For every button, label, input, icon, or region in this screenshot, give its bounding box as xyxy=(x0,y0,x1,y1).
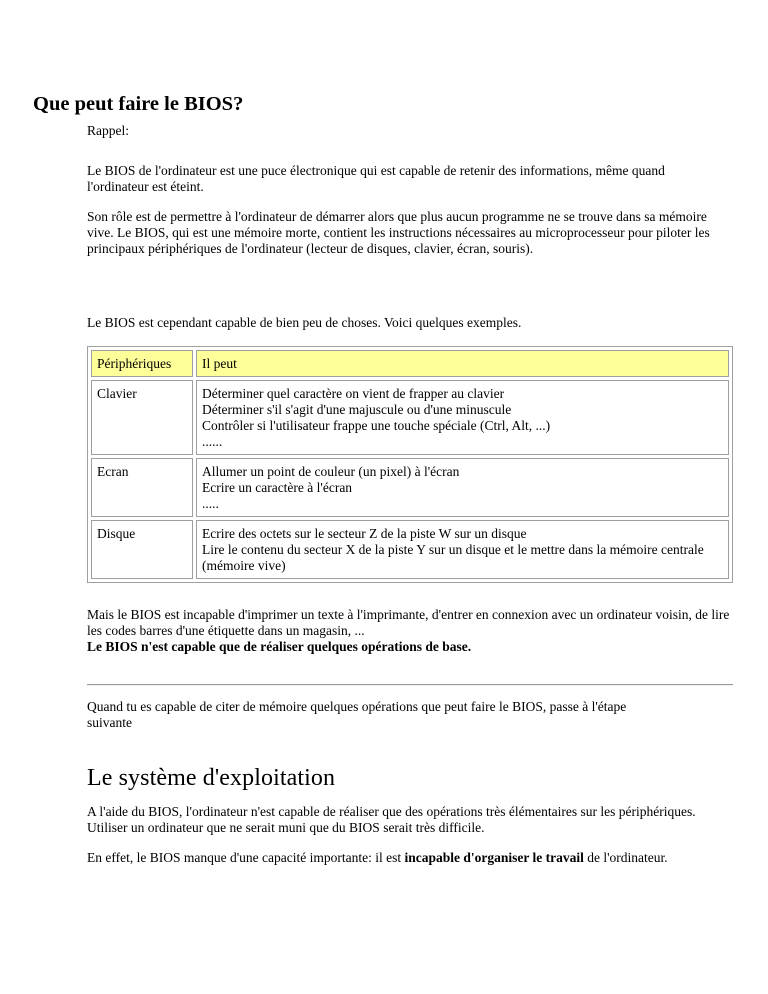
os-para-start: En effet, le BIOS manque d'une capacité importante: il est xyxy=(87,850,405,865)
table-cell-capabilities xyxy=(196,380,729,455)
capability-line: Lire le contenu du secteur X de la piste Y sur un disque et le mettre dans la mémoire centrale (mémoire vive) xyxy=(202,542,704,573)
section-title-os: Le système d'exploitation xyxy=(87,765,336,791)
bios-limits-conclusion: Le BIOS n'est capable que de réaliser quelques opérations de base. xyxy=(87,639,472,654)
os-para-end: de l'ordinateur. xyxy=(583,850,668,865)
table-cell-device: Clavier xyxy=(91,380,193,455)
capability-line: Ecrire un caractère à l'écran xyxy=(202,480,353,495)
bios-capabilities-table xyxy=(87,346,733,583)
bios-limits-paragraph xyxy=(87,607,737,655)
capability-line: ..... xyxy=(202,496,219,511)
os-intro-paragraph: A l'aide du BIOS, l'ordinateur n'est capable de réaliser que des opérations très élémentaires sur les périphériques. Utiliser un ordinateur que ne serait muni que du BIOS serait très difficile. xyxy=(87,804,696,835)
capability-line: ...... xyxy=(202,434,223,449)
table-cell-capabilities xyxy=(196,520,729,579)
capability-line: Allumer un point de couleur (un pixel) à l'écran xyxy=(202,464,460,479)
bios-examples-intro: Le BIOS est cependant capable de bien peu de choses. Voici quelques exemples. xyxy=(87,315,522,330)
capability-line: Contrôler si l'utilisateur frappe une touche spéciale (Ctrl, Alt, ...) xyxy=(202,418,551,433)
table-header-cell: Périphériques xyxy=(91,350,193,377)
section-title-bios: Que peut faire le BIOS? xyxy=(33,93,244,115)
os-para-bold: incapable d'organiser le travail xyxy=(404,850,584,865)
table-cell-capabilities xyxy=(196,458,729,517)
bios-role-paragraph: Son rôle est de permettre à l'ordinateur de démarrer alors que plus aucun programme ne se trouve dans sa mémoire vive. Le BIOS, qui est une mémoire morte, contient les instructions nécessaires au microprocesseur pour piloter les principaux périphériques de l'ordinateur (lecteur de disques, clavier, écran, souris). xyxy=(87,209,710,256)
horizontal-divider xyxy=(87,684,733,686)
capability-line: Ecrire des octets sur le secteur Z de la piste W sur un disque xyxy=(202,526,527,541)
table-header-cell: Il peut xyxy=(196,350,729,377)
table-row xyxy=(91,520,729,579)
os-bios-lacks-paragraph xyxy=(87,850,727,866)
table-cell-device: Disque xyxy=(91,520,193,579)
bios-definition-paragraph: Le BIOS de l'ordinateur est une puce électronique qui est capable de retenir des informations, même quand l'ordinateur est éteint. xyxy=(87,163,665,194)
table-row xyxy=(91,458,729,517)
capability-line: Déterminer s'il s'agit d'une majuscule ou d'une minuscule xyxy=(202,402,512,417)
table-cell-device: Ecran xyxy=(91,458,193,517)
table-row xyxy=(91,380,729,455)
bios-limits-text: Mais le BIOS est incapable d'imprimer un texte à l'imprimante, d'entrer en connexion avec un ordinateur voisin, de lire les codes barres d'une étiquette dans un magasin, ... xyxy=(87,607,730,638)
table-header-row xyxy=(91,350,729,377)
rappel-label: Rappel: xyxy=(87,123,129,138)
next-step-paragraph: Quand tu es capable de citer de mémoire quelques opérations que peut faire le BIOS, passe à l'étape suivante xyxy=(87,699,627,730)
capability-line: Déterminer quel caractère on vient de frapper au clavier xyxy=(202,386,505,401)
